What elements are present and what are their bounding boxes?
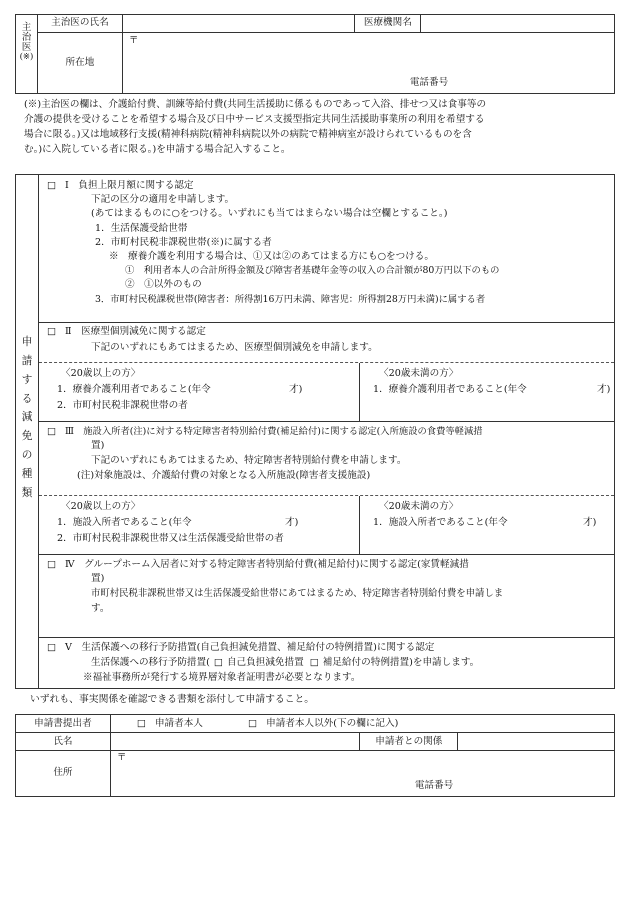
section-2-title: Ⅱ 医療型個別減免に関する認定 — [65, 326, 206, 337]
section-3-under20-header: 〈20歳未満の方〉 — [379, 501, 459, 512]
doctor-name-field[interactable] — [122, 15, 355, 33]
section-4-title-cont: 置) — [91, 573, 105, 584]
section-3-title-cont: 置) — [91, 440, 105, 451]
section-2-over20-age-unit: 才) — [289, 384, 303, 395]
institution-field[interactable] — [421, 15, 615, 33]
applicant-address-field[interactable] — [110, 751, 614, 797]
section-5-title: Ⅴ 生活保護への移行予防措置(自己負担減免措置、補足給付の特例措置)に関する認定 — [65, 642, 435, 653]
submitter-options — [110, 715, 614, 733]
section-3-line: 下記のいずれにもあてはまるため、特定障害者特別給付費を申請します。 — [91, 455, 407, 466]
applicant-name-field[interactable] — [110, 733, 360, 751]
section-2-under20-item-1: 1．療養介護利用者であること(年令 — [373, 384, 527, 395]
reduction-type-section — [15, 174, 615, 689]
relation-field[interactable] — [458, 733, 615, 751]
doctor-phone-label: 電話番号 — [409, 77, 449, 88]
section-4-line-2: す。 — [91, 603, 110, 614]
section-5-opt2-checkbox[interactable]: □ — [309, 657, 319, 668]
attachment-note: いずれも、事実関係を確認できる書類を添付して申請すること。 — [30, 694, 315, 705]
submitter-self-checkbox[interactable]: □ — [136, 718, 146, 729]
section-2-over20-header: 〈20歳以上の方〉 — [61, 368, 141, 379]
section-5-line: 生活保護への移行予防措置( □ 自己負担減免措置 □ 補足給付の特例措置)を申請します。 — [91, 657, 480, 668]
doctor-address-field[interactable] — [122, 33, 614, 94]
section-1-option-1: 1．生活保護受給世帯 — [95, 223, 188, 234]
section-1-checkbox[interactable]: □ — [47, 180, 57, 191]
section-5-checkbox[interactable]: □ — [47, 642, 57, 653]
section-1-upper-limit — [39, 175, 614, 322]
section-2-age-conditions — [39, 362, 614, 421]
submitter-other-label: 申請者本人以外(下の欄に記入) — [266, 718, 399, 729]
section-2-under20-header: 〈20歳未満の方〉 — [379, 368, 459, 379]
institution-label: 医療機関名 — [355, 15, 421, 33]
section-2-line: 下記のいずれにもあてはまるため、医療型個別減免を申請します。 — [91, 342, 378, 353]
doctor-table — [15, 14, 615, 94]
applicant-address-label: 住所 — [16, 751, 111, 797]
section-3-over20-item-2: 2．市町村民税非課税世帯又は生活保護受給世帯の者 — [57, 533, 284, 544]
section-1-line: (あてはまるものに○をつける。いずれにも当てはまらない場合は空欄とすること。) — [91, 208, 448, 219]
section-1-option-2: 2．市町村民税非課税世帯(※)に属する者 — [95, 237, 272, 248]
relation-label: 申請者との関係 — [360, 733, 458, 751]
section-2-over20-item-2: 2．市町村民税非課税世帯の者 — [57, 400, 188, 411]
section-2-checkbox[interactable]: □ — [47, 326, 57, 337]
section-1-option-3: 3．市町村民税課税世帯(障害者：所得割16万円未満、障害児：所得割28万円未満)に属する者 — [95, 294, 486, 305]
section-2-under20-age-unit: 才) — [597, 384, 611, 395]
section-1-sub-option-2: ② ①以外のもの — [125, 279, 202, 290]
section-4-line-1: 市町村民税非課税世帯又は生活保護受給世帯にあてはまるため、特定障害者特別給付費を申請しま — [91, 588, 504, 599]
submitter-label: 申請書提出者 — [16, 715, 111, 733]
submitter-other-checkbox[interactable]: □ — [248, 718, 258, 729]
section-3-under20-item-1: 1．施設入所者であること(年令 — [373, 517, 508, 528]
applicant-postal-mark: 〒 — [116, 752, 127, 763]
section-3-over20-item-1: 1．施設入所者であること(年令 — [57, 517, 192, 528]
section-4-checkbox[interactable]: □ — [47, 559, 57, 570]
doctor-address-label: 所在地 — [37, 33, 122, 94]
section-5-welfare-prevention — [39, 637, 614, 688]
section-1-line: 下記の区分の適用を申請します。 — [91, 194, 235, 205]
section-2-medical-reduction — [39, 322, 614, 362]
section-2-over20-item-1: 1．療養介護利用者であること(年令 — [57, 384, 211, 395]
submitter-self-label: 申請者本人 — [154, 718, 203, 729]
reduction-side-label: 申 請 す る 減 免 の 種 類 — [16, 175, 39, 688]
applicant-name-label: 氏名 — [16, 733, 111, 751]
section-3-note: (注)対象施設は、介護給付費の対象となる入所施設(障害者支援施設) — [77, 470, 371, 481]
section-3-age-conditions — [39, 495, 614, 554]
section-3-over20-age-unit: 才) — [285, 517, 299, 528]
doctor-note: (※)主治医の欄は、介護給付費、訓練等給付費(共同生活援助に係るものであって入浴、排せつ又は食事等の 介護の提供を受けることを希望する場合及び日中サービス支援型指定共同生活援助事業所の利用を希望する 場合に限る。)又は地域移行支援(精神科病院(精神科病院以外の病院で精神病室が設けられているものを含 む。)に入院している者に限る。)を申請する場合記入すること。 — [24, 99, 487, 155]
reduction-body — [39, 175, 614, 688]
doctor-name-label: 主治医の氏名 — [37, 15, 122, 33]
section-3-facility-benefit — [39, 421, 614, 495]
doctor-side-label: 主 治 医 (※) — [16, 15, 38, 94]
applicant-table — [15, 714, 615, 797]
applicant-phone-label: 電話番号 — [414, 780, 454, 791]
section-3-under20-age-unit: 才) — [583, 517, 597, 528]
section-3-over20-header: 〈20歳以上の方〉 — [61, 501, 141, 512]
section-5-opt1-checkbox[interactable]: □ — [213, 657, 223, 668]
section-4-title: Ⅳ グループホーム入居者に対する特定障害者特別給付費(補足給付)に関する認定(家賃軽減措 — [65, 559, 469, 570]
section-5-note: ※福祉事務所が発行する境界層対象者証明書が必要となります。 — [83, 672, 361, 683]
section-4-group-home-benefit — [39, 554, 614, 637]
section-1-sub-option-1: ① 利用者本人の合計所得金額及び障害者基礎年金等の収入の合計額が80万円以下のもの — [125, 265, 500, 276]
section-3-checkbox[interactable]: □ — [47, 426, 57, 437]
section-1-note: ※ 療養介護を利用する場合は、①又は②のあてはまる方にも○をつける。 — [109, 251, 434, 262]
section-1-title: Ⅰ 負担上限月額に関する認定 — [65, 180, 194, 191]
doctor-postal-mark: 〒 — [128, 35, 139, 46]
section-3-title: Ⅲ 施設入所者(注)に対する特定障害者特別給付費(補足給付)に関する認定(入所施設の食費等軽減措 — [65, 426, 483, 437]
